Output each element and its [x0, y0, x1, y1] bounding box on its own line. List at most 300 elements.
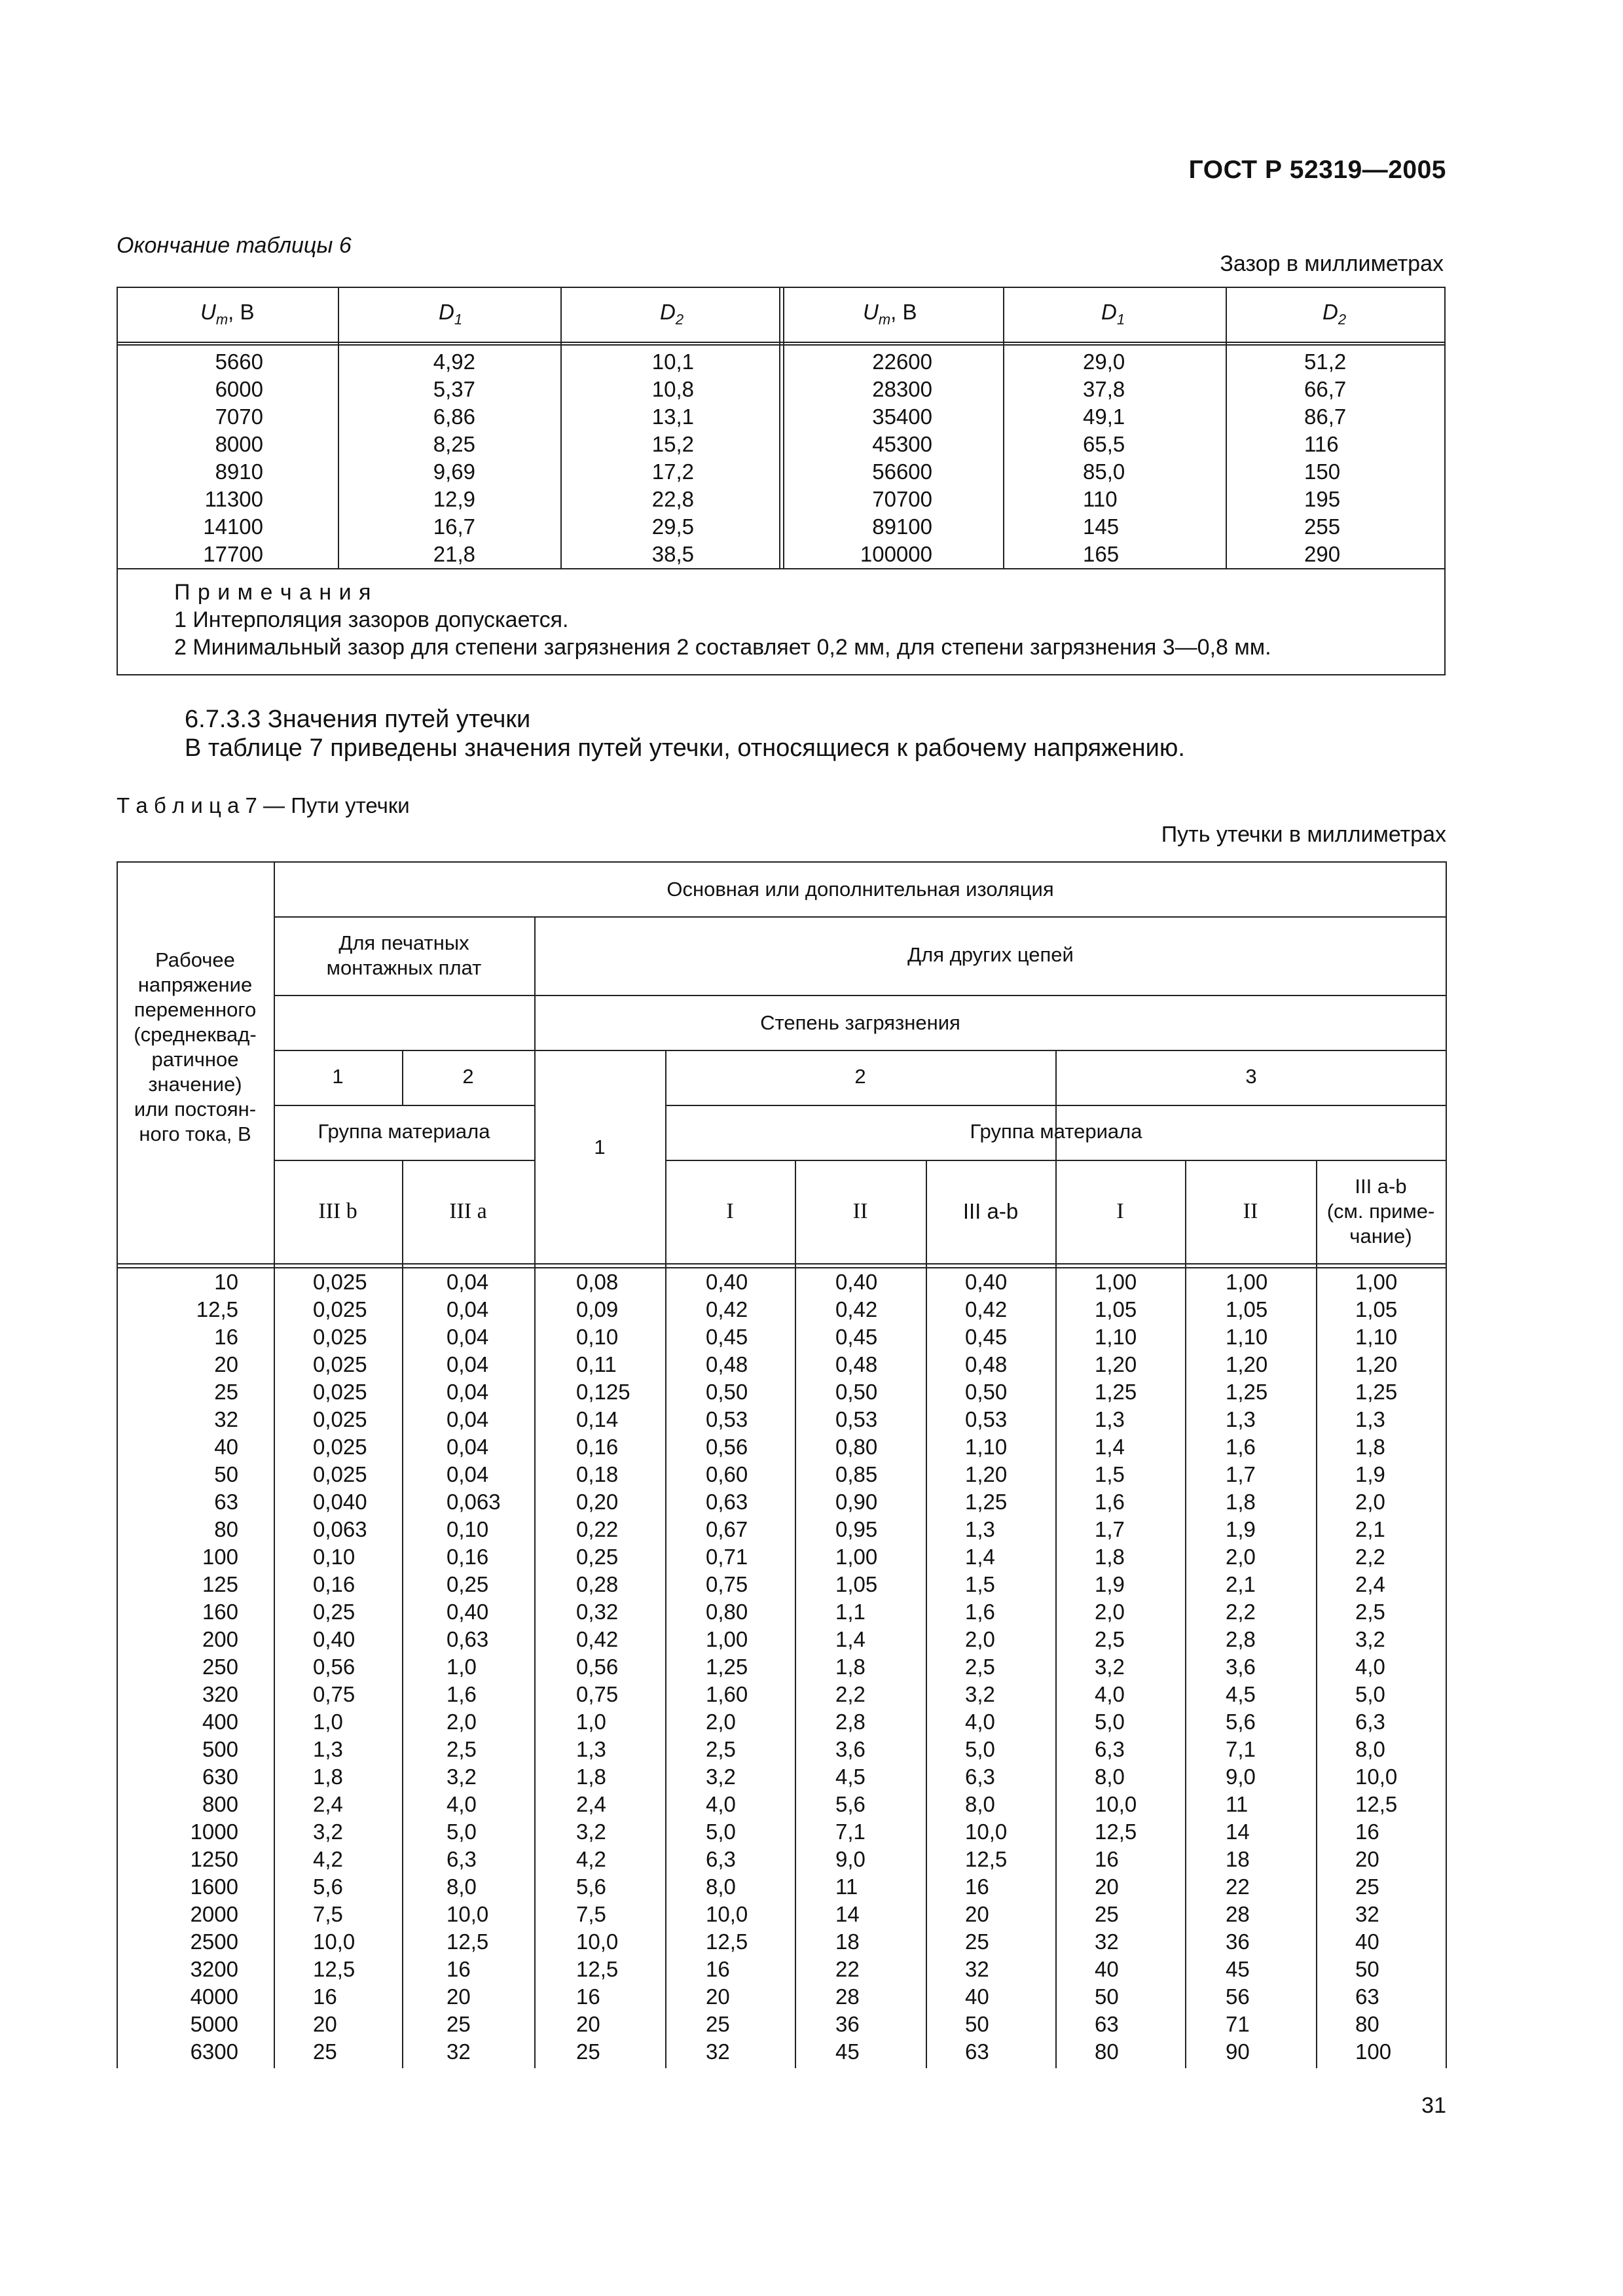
col-voltage	[156, 1268, 238, 2066]
table-cell: 16	[1355, 1820, 1379, 1844]
table-cell: 32	[1095, 1929, 1119, 1954]
table-cell: 6,3	[1355, 1710, 1385, 1734]
table6-column	[1304, 348, 1376, 568]
table-cell: Для печатных	[338, 931, 469, 954]
t7-line	[274, 995, 1447, 996]
table-cell: 2,2	[1355, 1545, 1385, 1569]
table-cell: 1,05	[1355, 1297, 1398, 1321]
table-cell: 1,5	[1095, 1462, 1125, 1486]
table-cell: 12,5	[196, 1297, 238, 1321]
table-cell: 80	[1355, 2012, 1379, 2036]
table-cell: 20	[214, 1352, 238, 1376]
table-cell: 0,25	[447, 1572, 489, 1596]
table-cell: 14	[1226, 1820, 1250, 1844]
table-cell: 1,00	[1226, 1270, 1268, 1294]
table-cell: 1,00	[1355, 1270, 1398, 1294]
table-cell: 20	[447, 1984, 471, 2009]
table-cell: 6,3	[706, 1847, 736, 1871]
table-cell: 25	[965, 1929, 989, 1954]
table-cell: 1,05	[835, 1572, 878, 1596]
table-cell: 9,0	[1226, 1765, 1256, 1789]
table-cell: 1,05	[1095, 1297, 1137, 1321]
table-cell: 2,5	[1095, 1627, 1125, 1651]
table-cell: 32	[447, 2039, 471, 2064]
table-cell: 5000	[190, 2012, 238, 2036]
table-cell: 22600	[872, 350, 932, 374]
table-cell: 2,0	[1095, 1600, 1125, 1624]
table-cell: 0,85	[835, 1462, 878, 1486]
table-cell: 12,5	[706, 1929, 748, 1954]
table-cell: 32	[1355, 1902, 1379, 1926]
col-deg3-i	[1095, 1268, 1173, 2066]
table-cell: 2,4	[1355, 1572, 1385, 1596]
table-cell: 5,6	[576, 1874, 606, 1899]
table-cell: 25	[214, 1380, 238, 1404]
header-pcb-degree-2: 2	[462, 1065, 474, 1088]
table-cell: 0,04	[447, 1380, 489, 1404]
table-cell: 0,25	[313, 1600, 356, 1624]
table-cell: 150	[1304, 459, 1341, 484]
table-cell: 2,2	[835, 1682, 866, 1706]
table-cell: 4,2	[576, 1847, 606, 1871]
table-cell: 6,3	[1095, 1737, 1125, 1761]
table-cell: 1,4	[965, 1545, 995, 1569]
table-cell: 22	[1226, 1874, 1250, 1899]
table-cell: 0,75	[576, 1682, 619, 1706]
table-cell: 630	[202, 1765, 238, 1789]
table-cell: 0,80	[706, 1600, 748, 1624]
table6-header-row	[118, 288, 1444, 343]
table-cell: 50	[965, 2012, 989, 2036]
table-cell: 0,04	[447, 1270, 489, 1294]
table-cell: монтажных плат	[326, 956, 482, 979]
table-cell: 165	[1083, 542, 1120, 566]
table-cell: 25	[313, 2039, 337, 2064]
table-cell: 4,5	[835, 1765, 866, 1789]
t7-line	[274, 861, 275, 2068]
table-cell: 56600	[872, 459, 932, 484]
table-cell: 1,25	[965, 1490, 1008, 1514]
t7-line	[1185, 1160, 1186, 2068]
table-cell: 145	[1083, 514, 1120, 539]
table-cell: 8000	[215, 432, 263, 456]
table-cell: 1,6	[1226, 1435, 1256, 1459]
table-cell: (см. приме-	[1326, 1200, 1435, 1223]
table-cell: 10,0	[706, 1902, 748, 1926]
table-cell: 0,16	[447, 1545, 489, 1569]
table-cell: 7,5	[313, 1902, 343, 1926]
col-header-um-left: $U_m$, В	[200, 300, 255, 328]
table-cell: 2,4	[313, 1792, 343, 1816]
notes-title: П р и м е ч а н и я	[174, 580, 372, 605]
table-cell: 3,2	[313, 1820, 343, 1844]
table-cell: 32	[706, 2039, 730, 2064]
table6-header-double-line	[118, 344, 1444, 346]
table-cell: 8,0	[965, 1792, 995, 1816]
table-cell: 1,5	[965, 1572, 995, 1596]
table-cell: 1,8	[576, 1765, 606, 1789]
table7	[117, 861, 1447, 2068]
header-other-circuits: Для других цепей	[907, 943, 1074, 966]
table6-unit: Зазор в миллиметрах	[1220, 251, 1444, 276]
table-cell: 40	[1355, 1929, 1379, 1954]
page-number: 31	[1421, 2093, 1446, 2118]
header-degree-2: 2	[854, 1065, 866, 1088]
standard-number: ГОСТ Р 52319—2005	[1188, 156, 1446, 184]
table-cell: 1,05	[1226, 1297, 1268, 1321]
table-cell: 5,6	[835, 1792, 866, 1816]
table-cell: 1,0	[313, 1710, 343, 1734]
table-cell: 10,0	[576, 1929, 619, 1954]
table-cell: 16	[214, 1325, 238, 1349]
table-cell: 2500	[190, 1929, 238, 1954]
table-cell: 1,3	[1095, 1407, 1125, 1431]
col-deg3-ii	[1226, 1268, 1304, 2066]
table-cell: 0,16	[576, 1435, 619, 1459]
table-cell: 16	[576, 1984, 600, 2009]
table-cell: 2,5	[447, 1737, 477, 1761]
table-cell: 0,10	[313, 1545, 356, 1569]
table-cell: 16	[447, 1957, 471, 1981]
table-cell: 500	[202, 1737, 238, 1761]
table-cell: 1250	[190, 1847, 238, 1871]
table-cell: 1,25	[1355, 1380, 1398, 1404]
table-cell: 1,8	[835, 1655, 866, 1679]
table-cell: 3200	[190, 1957, 238, 1981]
table-cell: 16	[313, 1984, 337, 2009]
table-cell: 6,86	[433, 404, 475, 429]
table-cell: 49,1	[1083, 404, 1125, 429]
table6-column	[407, 348, 475, 568]
table-cell: 0,22	[576, 1517, 619, 1541]
table-cell: 40	[214, 1435, 238, 1459]
table-cell: 0,95	[835, 1517, 878, 1541]
table-cell: 1,1	[835, 1600, 866, 1624]
table-cell: 10,0	[965, 1820, 1008, 1844]
table-cell: 1,8	[313, 1765, 343, 1789]
table-cell: 5,37	[433, 377, 475, 401]
table-cell: 63	[1095, 2012, 1119, 2036]
table-cell: 0,025	[313, 1462, 367, 1486]
table-cell: 16	[1095, 1847, 1119, 1871]
table-cell: 1,20	[1226, 1352, 1268, 1376]
header-material-ii-deg3: II	[1243, 1199, 1258, 1223]
t7-line	[534, 916, 536, 2068]
table-cell: 51,2	[1304, 350, 1347, 374]
table-cell: 28	[1226, 1902, 1250, 1926]
table-cell: 0,53	[835, 1407, 878, 1431]
table-cell: 1,60	[706, 1682, 748, 1706]
table-cell: 25	[576, 2039, 600, 2064]
table-cell: 63	[965, 2039, 989, 2064]
col-header-um-right: $U_m$, В	[863, 300, 917, 328]
table-cell: 0,40	[447, 1600, 489, 1624]
table-cell: 1,6	[1095, 1490, 1125, 1514]
table-cell: 2,4	[576, 1792, 606, 1816]
header-voltage	[117, 948, 274, 1147]
table-cell: ратичное	[151, 1048, 239, 1071]
table-cell: 85,0	[1083, 459, 1125, 484]
table-cell: 0,48	[835, 1352, 878, 1376]
header-material-group-pcb: Группа материала	[318, 1120, 490, 1143]
table-cell: 6,3	[965, 1765, 995, 1789]
table-cell: 40	[965, 1984, 989, 2009]
t7-line	[1316, 1160, 1317, 2068]
table-cell: 2,8	[1226, 1627, 1256, 1651]
table-cell: или постоян-	[134, 1098, 257, 1121]
table-cell: 71	[1226, 2012, 1250, 2036]
table6-divider	[783, 288, 784, 568]
table-cell: 10,8	[651, 377, 694, 401]
t7-line	[274, 1160, 534, 1161]
table-cell: 1,9	[1355, 1462, 1385, 1486]
header-pcb-degree-1: 1	[332, 1065, 344, 1088]
table-cell: 100	[202, 1545, 238, 1569]
table-cell: 8,0	[1355, 1737, 1385, 1761]
t7-line	[117, 1263, 1447, 1265]
table-cell: 0,28	[576, 1572, 619, 1596]
table-cell: 25	[1095, 1902, 1119, 1926]
table-cell: 14	[835, 1902, 860, 1926]
table-cell: 1,20	[1095, 1352, 1137, 1376]
note-2: 2 Минимальный зазор для степени загрязнения 2 составляет 0,2 мм, для степени загрязнения 3—0,8 мм.	[174, 635, 1271, 660]
table-cell: 0,14	[576, 1407, 619, 1431]
table-cell: 0,16	[313, 1572, 356, 1596]
table-cell: 12,5	[576, 1957, 619, 1981]
table-cell: 0,04	[447, 1325, 489, 1349]
table-cell: 195	[1304, 487, 1341, 511]
table-cell: 14100	[203, 514, 263, 539]
table-cell: 0,50	[706, 1380, 748, 1404]
t7-line	[274, 1105, 534, 1106]
table-cell: 2,5	[706, 1737, 736, 1761]
table-cell: 0,71	[706, 1545, 748, 1569]
table-cell: 0,25	[576, 1545, 619, 1569]
table-cell: 0,53	[706, 1407, 748, 1431]
table-cell: 8,0	[706, 1874, 736, 1899]
table-cell: 6,3	[447, 1847, 477, 1871]
table-cell: 3,2	[1095, 1655, 1125, 1679]
table6-divider	[1226, 288, 1227, 568]
table-cell: 0,63	[706, 1490, 748, 1514]
col-deg2-i	[706, 1268, 784, 2066]
table-cell: 0,04	[447, 1297, 489, 1321]
table-cell: 5,0	[1355, 1682, 1385, 1706]
table-cell: 0,56	[313, 1655, 356, 1679]
header-degree: Степень загрязнения	[760, 1011, 960, 1034]
table-cell: 0,18	[576, 1462, 619, 1486]
section-heading: 6.7.3.3 Значения путей утечки	[185, 706, 531, 733]
table-cell: 89100	[872, 514, 932, 539]
table-cell: 116	[1304, 432, 1339, 456]
table-cell: 6000	[215, 377, 263, 401]
table-cell: 1,3	[313, 1737, 343, 1761]
table-cell: 12,5	[1355, 1792, 1398, 1816]
table-cell: 0,11	[576, 1352, 617, 1376]
table-cell: 0,40	[313, 1627, 356, 1651]
table-cell: 20	[706, 1984, 730, 2009]
table-cell: 0,48	[706, 1352, 748, 1376]
col-pcb-deg2	[447, 1268, 525, 2066]
table-cell: 22	[835, 1957, 860, 1981]
table-cell: 1,10	[1095, 1325, 1137, 1349]
table-cell: 3,2	[1355, 1627, 1385, 1651]
table-cell: 1,7	[1095, 1517, 1125, 1541]
table-cell: 8,25	[433, 432, 475, 456]
table-cell: 7,1	[1226, 1737, 1256, 1761]
table-cell: 0,025	[313, 1270, 367, 1294]
table-cell: значение)	[148, 1073, 242, 1096]
table-cell: 29,0	[1083, 350, 1125, 374]
t7-line	[274, 916, 1447, 918]
table-cell: 0,20	[576, 1490, 619, 1514]
table6-caption: Окончание таблицы 6	[117, 233, 352, 258]
table-cell: 2,0	[1355, 1490, 1385, 1514]
table-cell: 0,063	[447, 1490, 501, 1514]
t7-line	[926, 1160, 927, 2068]
table-cell: 0,42	[706, 1297, 748, 1321]
header-degree-1: 1	[594, 1136, 606, 1158]
table-cell: 3,2	[447, 1765, 477, 1789]
table-cell: 16	[706, 1957, 730, 1981]
table-cell: 0,04	[447, 1435, 489, 1459]
table-cell: 0,025	[313, 1435, 367, 1459]
table-cell: 0,40	[706, 1270, 748, 1294]
table-cell: 250	[202, 1655, 238, 1679]
table-cell: 12,5	[1095, 1820, 1137, 1844]
table-cell: 1,00	[835, 1545, 878, 1569]
table6	[117, 287, 1446, 675]
table-cell: 5,6	[313, 1874, 343, 1899]
table-cell: 3,6	[1226, 1655, 1256, 1679]
header-material-iiiab-deg2: III a-b	[962, 1199, 1019, 1223]
table-cell: чание)	[1349, 1225, 1412, 1247]
table-cell: 0,10	[576, 1325, 619, 1349]
table6-divider	[560, 288, 562, 568]
t7-line	[117, 861, 1447, 863]
table-cell: 1,3	[1226, 1407, 1256, 1431]
table-cell: 1000	[190, 1820, 238, 1844]
table-cell: 37,8	[1083, 377, 1125, 401]
table-cell: 50	[214, 1462, 238, 1486]
table-cell: 0,10	[447, 1517, 489, 1541]
table-cell: 400	[202, 1710, 238, 1734]
table-cell: 2,5	[1355, 1600, 1385, 1624]
table-cell: 5660	[215, 350, 263, 374]
table-cell: 1,10	[1226, 1325, 1268, 1349]
table-cell: 0,50	[965, 1380, 1008, 1404]
table-cell: 2,8	[835, 1710, 866, 1734]
table-cell: ного тока, В	[139, 1122, 251, 1145]
header-material-iiia: III a	[449, 1199, 487, 1223]
table-cell: 4,5	[1226, 1682, 1256, 1706]
table-cell: 0,75	[313, 1682, 356, 1706]
table-cell: 2,2	[1226, 1600, 1256, 1624]
table6-notes	[118, 568, 1444, 674]
table-cell: 38,5	[651, 542, 694, 566]
table-cell: 5,0	[447, 1820, 477, 1844]
table-cell: 36	[1226, 1929, 1250, 1954]
table6-divider	[338, 288, 339, 568]
table-cell: 5,0	[1095, 1710, 1125, 1734]
header-material-ii-deg2: II	[852, 1199, 868, 1223]
table-cell: 25	[447, 2012, 471, 2036]
table-cell: 25	[706, 2012, 730, 2036]
table-cell: 63	[1355, 1984, 1379, 2009]
table-cell: 0,45	[706, 1325, 748, 1349]
col-header-d1-left: $D_1$	[439, 300, 463, 328]
table-cell: 18	[1226, 1847, 1250, 1871]
table-cell: 1,25	[1226, 1380, 1268, 1404]
table-cell: 50	[1355, 1957, 1379, 1981]
table-cell: 29,5	[651, 514, 694, 539]
table-cell: 0,42	[965, 1297, 1008, 1321]
header-material-i-deg2: I	[726, 1199, 734, 1223]
table-cell: 80	[1095, 2039, 1119, 2064]
table-cell: 6300	[190, 2039, 238, 2064]
table-cell: 80	[214, 1517, 238, 1541]
table-cell: 32	[214, 1407, 238, 1431]
table-cell: 0,04	[447, 1462, 489, 1486]
table-cell: 0,42	[835, 1297, 878, 1321]
table-cell: 11300	[204, 487, 263, 511]
table-cell: 16	[965, 1874, 989, 1899]
table-cell: 160	[202, 1600, 238, 1624]
table-cell: 0,125	[576, 1380, 630, 1404]
table-cell: 1,3	[576, 1737, 606, 1761]
table-cell: 10	[214, 1270, 238, 1294]
table-cell: 8910	[215, 459, 263, 484]
table-cell: 0,09	[576, 1297, 619, 1321]
t7-line	[1446, 861, 1447, 2068]
table-cell: 1,00	[1095, 1270, 1137, 1294]
table-cell: 25	[1355, 1874, 1379, 1899]
table-cell: 3,2	[576, 1820, 606, 1844]
table-cell: 1,4	[1095, 1435, 1125, 1459]
table-cell: переменного	[134, 998, 257, 1021]
table6-divider	[1003, 288, 1004, 568]
table-cell: 45	[1226, 1957, 1250, 1981]
table-cell: 20	[1355, 1847, 1379, 1871]
table-cell: 1,25	[1095, 1380, 1137, 1404]
table-cell: 0,53	[965, 1407, 1008, 1431]
table-cell: 1,8	[1095, 1545, 1125, 1569]
table-cell: 28300	[872, 377, 932, 401]
table-cell: 0,45	[965, 1325, 1008, 1349]
table-cell: 1,0	[447, 1655, 477, 1679]
table-cell: 4,0	[706, 1792, 736, 1816]
table-cell: 200	[202, 1627, 238, 1651]
table-cell: 11	[835, 1874, 858, 1899]
table-cell: 1,10	[1355, 1325, 1398, 1349]
section-text: В таблице 7 приведены значения путей утечки, относящиеся к рабочему напряжению.	[185, 734, 1185, 762]
table-cell: 4,0	[965, 1710, 995, 1734]
table-cell: 1,0	[576, 1710, 606, 1734]
table-cell: 45300	[872, 432, 932, 456]
table-cell: 0,67	[706, 1517, 748, 1541]
table-cell: 65,5	[1083, 432, 1125, 456]
header-insulation: Основная или дополнительная изоляция	[666, 878, 1054, 901]
table-cell: 20	[1095, 1874, 1119, 1899]
table-cell: 7070	[215, 404, 263, 429]
table-cell: 15,2	[651, 432, 694, 456]
table6-column	[190, 348, 263, 568]
table-cell: 7,1	[835, 1820, 866, 1844]
table-cell: 4000	[190, 1984, 238, 2009]
table-cell: 0,80	[835, 1435, 878, 1459]
table-cell: 1,3	[1355, 1407, 1385, 1431]
table-cell: 110	[1083, 487, 1118, 511]
